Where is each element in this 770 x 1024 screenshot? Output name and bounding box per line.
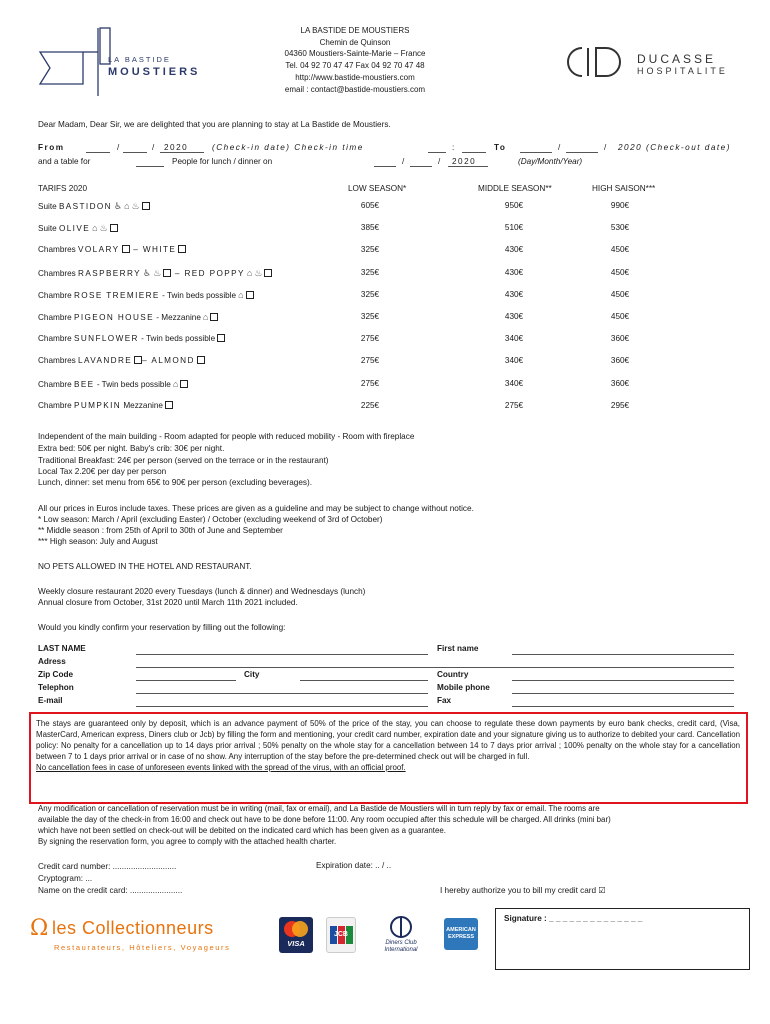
room-suffix: Mezzanine — [121, 401, 163, 410]
collectionneurs-tagline: Restaurateurs, Hôteliers, Voyageurs — [54, 943, 231, 952]
room-checkbox[interactable] — [197, 356, 205, 364]
room-checkbox[interactable] — [122, 245, 130, 253]
intro-text: Dear Madam, Dear Sir, we are delighted that you are planning to stay at La Bastide de Moustiers. — [38, 120, 391, 129]
room-suffix: - Twin beds possible — [159, 291, 237, 300]
room-type: Chambre — [38, 334, 74, 343]
room-suffix: – RED POPPY — [171, 269, 245, 278]
cryptogram-field[interactable]: Cryptogram: ... — [38, 874, 93, 883]
authorize-checkbox[interactable]: I hereby authorize you to bill my credit card ☑ — [440, 886, 606, 895]
room-type: Chambre — [38, 291, 74, 300]
price-high: 450€ — [610, 268, 630, 277]
building-icon: ⌂ — [202, 312, 209, 322]
omega-icon: Ω — [30, 916, 49, 941]
wheelchair-icon: ♿ — [114, 201, 123, 211]
checkin-month-field[interactable] — [123, 152, 147, 153]
telephon-field[interactable] — [136, 693, 428, 694]
building-icon: ⌂ — [246, 268, 253, 278]
modification-line: available the day of the check-in from 16:00 and check out have to be done before 11:00. Any room occupied after this schedule will be charged. All drinks (mini bar) — [38, 815, 611, 824]
zip-field[interactable] — [136, 680, 236, 681]
country-field[interactable] — [512, 680, 734, 681]
fax-field[interactable] — [512, 706, 734, 707]
mastercard-visa-icon — [279, 917, 313, 953]
from-label: From — [38, 143, 65, 152]
room-checkbox[interactable] — [180, 380, 188, 388]
jcb-label: JCB — [333, 931, 348, 938]
mobile-field[interactable] — [512, 693, 734, 694]
middle-season-header: MIDDLE SEASON** — [478, 184, 552, 193]
room-row-label — [38, 312, 218, 322]
room-name: PIGEON HOUSE — [73, 313, 154, 322]
checkin-minute-field[interactable] — [462, 152, 486, 153]
price-low: 275€ — [360, 334, 380, 343]
confirm-instruction: Would you kindly confirm your reservation by filling out the following: — [38, 623, 286, 632]
price-low: 325€ — [360, 245, 380, 254]
room-checkbox[interactable] — [142, 202, 150, 210]
room-row-label — [38, 401, 173, 410]
room-name: PUMPKIN — [73, 401, 122, 410]
people-label: People for lunch / dinner on — [172, 157, 273, 166]
price-mid: 275€ — [504, 401, 524, 410]
room-name: VOLARY — [78, 245, 120, 254]
room-name: OLIVE — [58, 224, 91, 233]
wheelchair-icon: ♿ — [143, 268, 152, 278]
ducasse-line1: DUCASSE — [637, 52, 717, 66]
price-high: 450€ — [610, 290, 630, 299]
guarantee-text — [36, 718, 740, 773]
city-field[interactable] — [300, 680, 428, 681]
fireplace-icon: ♨ — [131, 201, 140, 211]
zip-label: Zip Code — [38, 670, 74, 679]
prices-info-line: All our prices in Euros include taxes. These prices are given as a guideline and may be subject to change without notice. — [38, 504, 474, 513]
ducasse-mark-icon — [566, 46, 632, 78]
high-season-header: HIGH SAISON*** — [592, 184, 656, 193]
room-name: ROSE TREMIERE — [73, 291, 160, 300]
checkin-year: 2020 — [164, 143, 189, 152]
table-label: and a table for — [38, 157, 91, 166]
price-mid: 510€ — [504, 223, 524, 232]
hotel-name: LA BASTIDE DE MOUSTIERS — [300, 26, 410, 35]
fax-label: Fax — [437, 696, 452, 705]
price-mid: 340€ — [504, 334, 524, 343]
last-name-field[interactable] — [136, 654, 428, 655]
last-name-label: LAST NAME — [38, 644, 86, 653]
address-line: Chemin de Quinson — [319, 38, 391, 47]
room-checkbox[interactable] — [264, 269, 272, 277]
price-high: 530€ — [610, 223, 630, 232]
annual-closure: Annual closure from October, 31st 2020 until March 11th 2021 included. — [38, 598, 298, 607]
checkin-day-field[interactable] — [86, 152, 110, 153]
fireplace-icon: ♨ — [254, 268, 263, 278]
ducasse-line2: HOSPITALITE — [637, 66, 728, 76]
email-label: E-mail — [38, 696, 63, 705]
diners-label: Diners Club International — [384, 940, 418, 953]
visa-label: VISA — [287, 939, 305, 948]
price-mid: 430€ — [504, 290, 524, 299]
first-name-label: First name — [437, 644, 479, 653]
to-label: To — [494, 143, 507, 152]
bastide-flag-icon — [38, 24, 118, 96]
jcb-icon — [326, 917, 356, 953]
room-row-label — [38, 334, 225, 343]
note-line: Traditional Breakfast: 24€ per person (served on the terrace or in the restaurant) — [38, 456, 329, 465]
fireplace-icon: ♨ — [99, 223, 108, 233]
price-mid: 430€ — [504, 245, 524, 254]
building-icon: ⌂ — [238, 290, 244, 300]
tariffs-title: TARIFS 2020 — [38, 184, 87, 193]
price-low: 605€ — [360, 201, 380, 210]
room-suffix: - Twin beds possible — [138, 334, 216, 343]
building-icon: ⌂ — [92, 223, 98, 233]
price-high: 360€ — [610, 379, 630, 388]
telephon-label: Telephon — [38, 683, 74, 692]
weekly-closure: Weekly closure restaurant 2020 every Tuesdays (lunch & dinner) and Wednesdays (lunch) — [38, 587, 366, 596]
signature-label: Signature : _ _ _ _ _ _ _ _ _ _ _ _ _ _ — [504, 914, 643, 923]
price-high: 295€ — [610, 401, 630, 410]
people-count-field[interactable] — [136, 166, 164, 167]
email-link[interactable]: email : contact@bastide-moustiers.com — [284, 85, 426, 94]
high-season-line: *** High season: July and August — [38, 537, 158, 546]
room-type: Suite — [38, 224, 59, 233]
amex-label: AMERICAN EXPRESS — [446, 927, 476, 940]
room-checkbox[interactable] — [210, 313, 218, 321]
low-season-line: * Low season: March / April (excluding Easter) / October (excluding weekend of 3rd of October) — [38, 515, 383, 524]
city-label: City — [244, 670, 260, 679]
meal-day-field[interactable] — [374, 166, 396, 167]
meal-month-field[interactable] — [410, 166, 432, 167]
room-row-label — [38, 356, 205, 365]
first-name-field[interactable] — [512, 654, 734, 655]
note-line: Local Tax 2.20€ per day per person — [38, 467, 167, 476]
room-name: SUNFLOWER — [73, 334, 139, 343]
email-field[interactable] — [136, 706, 428, 707]
dmy-label: (Day/Month/Year) — [518, 157, 583, 166]
room-checkbox[interactable] — [163, 269, 171, 277]
website-link[interactable]: http://www.bastide-moustiers.com — [295, 73, 415, 82]
country-label: Country — [437, 670, 469, 679]
price-high: 360€ — [610, 334, 630, 343]
modification-line: By signing the reservation form, you agree to comply with the attached health charter. — [38, 837, 337, 846]
note-line: Extra bed: 50€ per night. Baby's crib: 30€ per night. — [38, 444, 225, 453]
room-name: BASTIDON — [58, 202, 112, 211]
guarantee-paragraph: The stays are guaranteed only by deposit, which is an advance payment of 50% of the price of the stay, you can choose to regulate these down payments by euro bank checks, credit card, (Visa, MasterCard, American express, Diners club or Jcb) by filling the form and mentioning, your credit card number, expiration date and your signature giving us to authorize to debited your card. Cancellation policy: No penalty for a cancellation up to 14 days prior arrival ; 50% penalty on the whole stay for a cancellation between 14 to 7 days prior arrival ; 100% penalty on the whole stay for a cancellation between 7 to 1 days prior arrival or in case of no show. Any interruption of the stay before the pre-determined check out will be charged in full. — [36, 719, 740, 761]
room-checkbox[interactable] — [217, 334, 225, 342]
room-suffix: – WHITE — [129, 245, 177, 254]
room-row-label — [38, 379, 188, 389]
room-name: BEE — [73, 380, 95, 389]
building-icon: ⌂ — [124, 201, 130, 211]
logo-line1: LA BASTIDE — [108, 55, 171, 64]
room-suffix: – ALMOND — [142, 356, 195, 365]
price-low: 225€ — [360, 401, 380, 410]
expiration-field[interactable]: Expiration date: .. / .. — [316, 861, 392, 870]
room-row-label — [38, 223, 118, 234]
price-mid: 950€ — [504, 201, 524, 210]
card-number-field[interactable]: Credit card number: ............................ — [38, 862, 177, 871]
room-type: Chambres — [38, 269, 79, 278]
checkin-hour-field[interactable] — [428, 152, 446, 153]
room-name: LAVANDRE — [78, 356, 133, 365]
price-high: 450€ — [610, 312, 630, 321]
room-type: Suite — [38, 202, 59, 211]
price-low: 275€ — [360, 356, 380, 365]
price-high: 990€ — [610, 201, 630, 210]
room-row-label — [38, 201, 150, 212]
room-suffix: - Mezzanine — [154, 313, 201, 322]
modification-line: Any modification or cancellation of reservation must be in writing (mail, fax or email), and La Bastide de Moustiers will in turn reply by fax or email. The rooms are — [38, 804, 600, 813]
room-checkbox[interactable] — [110, 224, 118, 232]
price-low: 325€ — [360, 312, 380, 321]
virus-cancellation-note: No cancellation fees in case of unforeseen events linked with the spread of the virus, with an official proof. — [36, 763, 406, 772]
no-pets-notice: NO PETS ALLOWED IN THE HOTEL AND RESTAURANT. — [38, 562, 252, 571]
price-low: 325€ — [360, 268, 380, 277]
low-season-header: LOW SEASON* — [348, 184, 407, 193]
room-name: RASPBERRY — [78, 269, 142, 278]
room-checkbox[interactable] — [165, 401, 173, 409]
price-low: 275€ — [360, 379, 380, 388]
room-type: Chambres — [38, 356, 79, 365]
room-row-label — [38, 290, 254, 300]
legend-line: Independent of the main building - Room adapted for people with reduced mobility - Room with fireplace — [38, 432, 415, 441]
checkin-label: (Check-in date) Check-in time — [212, 143, 364, 152]
price-mid: 340€ — [504, 356, 524, 365]
price-high: 450€ — [610, 245, 630, 254]
room-row-label — [38, 268, 272, 279]
checkout-label: 2020 (Check-out date) — [618, 143, 731, 152]
middle-season-line: ** Middle season : from 25th of April to 30th of June and September — [38, 526, 283, 535]
room-type: Chambre — [38, 313, 74, 322]
price-mid: 430€ — [504, 268, 524, 277]
fireplace-icon: ♨ — [153, 268, 162, 278]
checkout-day-field[interactable] — [520, 152, 552, 153]
room-suffix: - Twin beds possible — [94, 380, 171, 389]
meal-year: 2020 — [452, 157, 477, 166]
checkout-month-field[interactable] — [566, 152, 598, 153]
price-mid: 340€ — [504, 379, 524, 388]
collectionneurs-name: les Collectionneurs — [52, 918, 214, 938]
room-checkbox[interactable] — [178, 245, 186, 253]
room-type: Chambre — [38, 380, 74, 389]
price-low: 385€ — [360, 223, 380, 232]
address-line: 04360 Moustiers-Sainte-Marie – France — [284, 49, 426, 58]
mobile-label: Mobile phone — [437, 683, 490, 692]
modification-line: which have not been settled on check-out will be debited on the indicated card which has been given as a guarantee. — [38, 826, 446, 835]
name-on-card-field[interactable]: Name on the credit card: ....................... — [38, 886, 183, 895]
price-mid: 430€ — [504, 312, 524, 321]
room-row-label — [38, 245, 186, 254]
logo-line2: MOUSTIERS — [108, 66, 201, 78]
adress-field[interactable] — [136, 667, 734, 668]
room-checkbox[interactable] — [134, 356, 142, 364]
room-type: Chambres — [38, 245, 79, 254]
price-low: 325€ — [360, 290, 380, 299]
room-type: Chambre — [38, 401, 74, 410]
phone-fax: Tel. 04 92 70 47 47 Fax 04 92 70 47 48 — [285, 61, 425, 70]
building-icon: ⌂ — [172, 379, 179, 389]
price-high: 360€ — [610, 356, 630, 365]
room-checkbox[interactable] — [246, 291, 254, 299]
note-line: Lunch, dinner: set menu from 65€ to 90€ per person (excluding beverages). — [38, 478, 312, 487]
adress-label: Adress — [38, 657, 66, 666]
amex-icon — [444, 918, 478, 950]
